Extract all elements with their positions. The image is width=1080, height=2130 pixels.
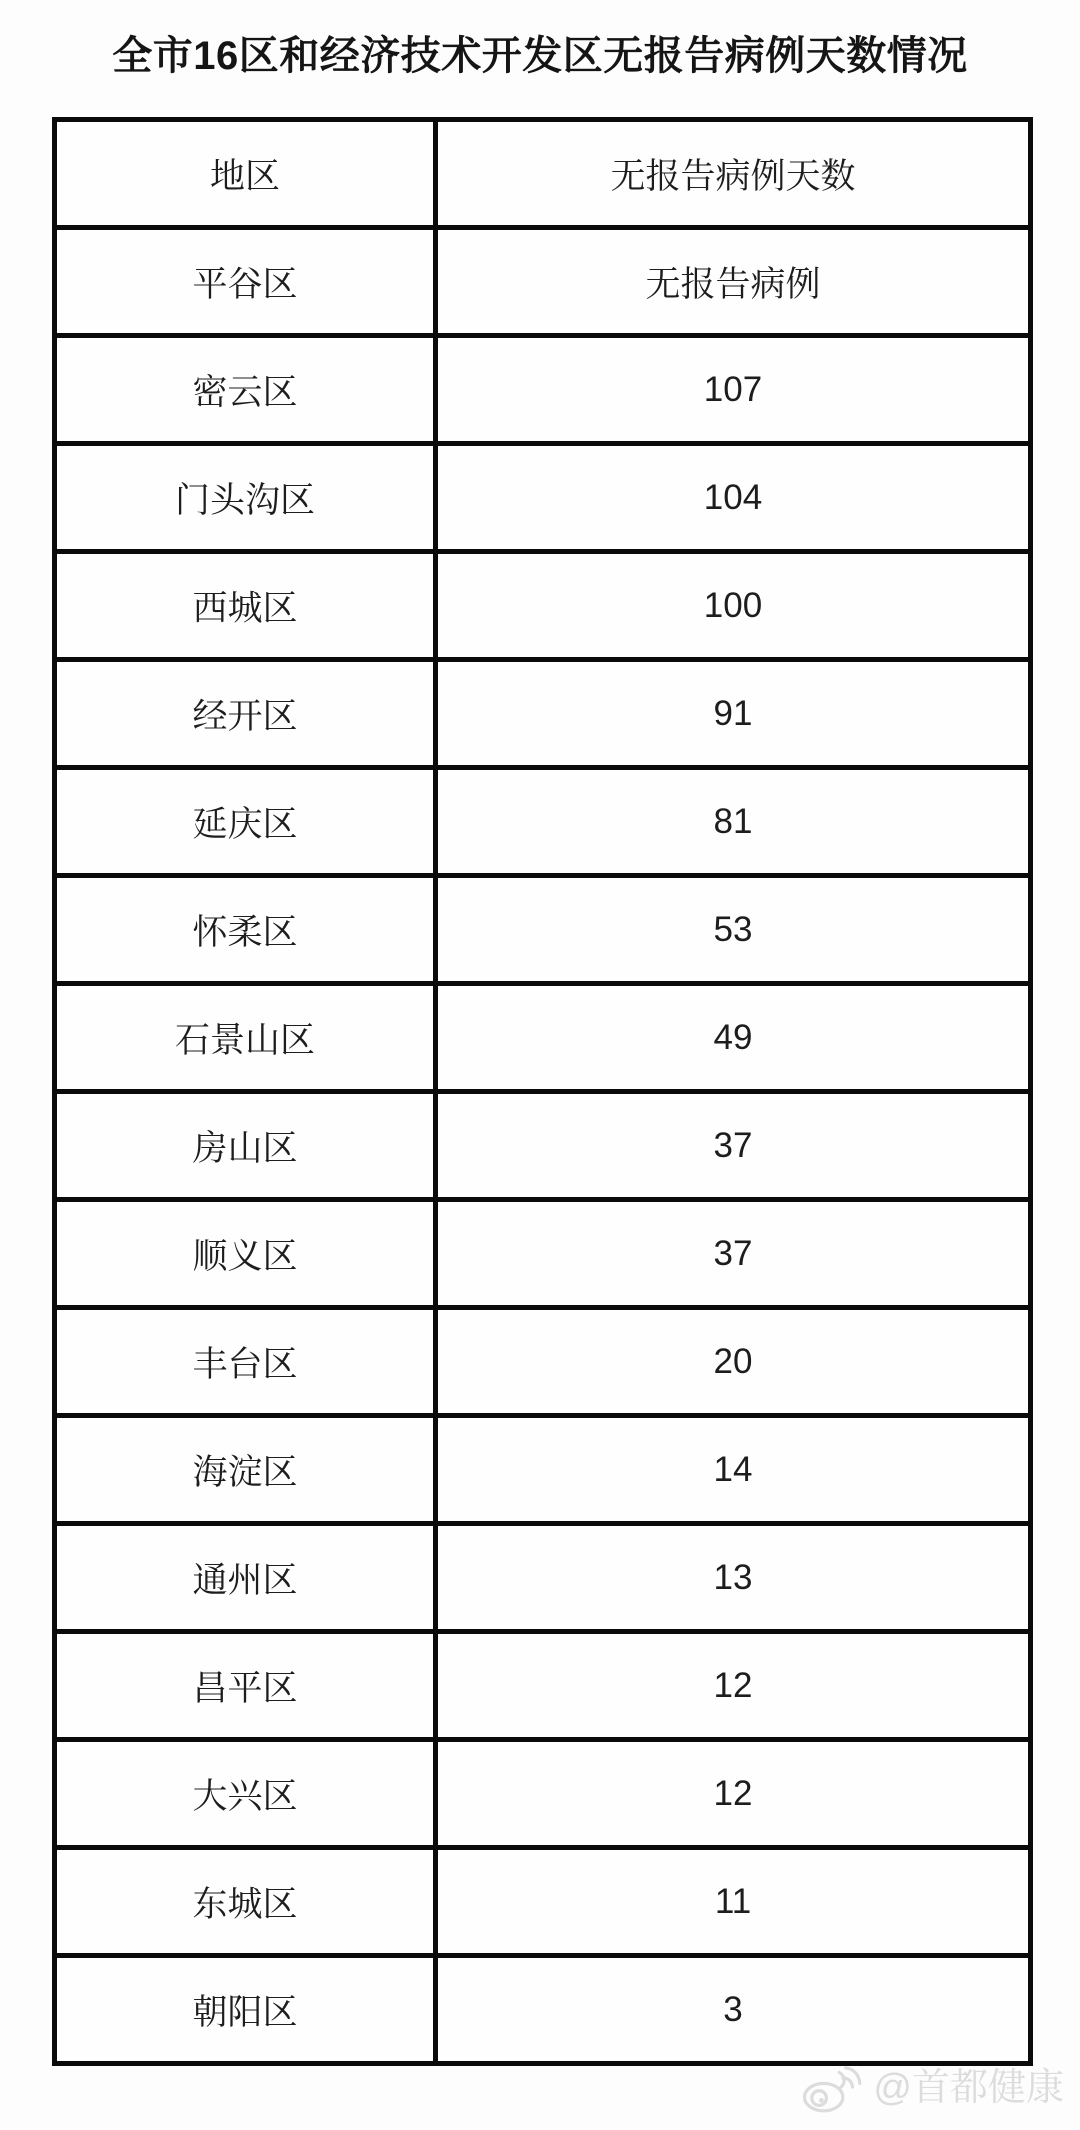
district-cell: 延庆区: [55, 768, 436, 876]
days-cell: 100: [436, 552, 1031, 660]
district-cell: 房山区: [55, 1092, 436, 1200]
district-cell: 石景山区: [55, 984, 436, 1092]
district-cell: 怀柔区: [55, 876, 436, 984]
days-cell: 49: [436, 984, 1031, 1092]
table-body: [55, 228, 1031, 2064]
table-row: [55, 1740, 1031, 1848]
days-cell: 107: [436, 336, 1031, 444]
days-cell: 14: [436, 1416, 1031, 1524]
header-cell-district: 地区: [55, 120, 436, 228]
watermark-handle: @首都健康: [873, 2067, 1064, 2109]
table-header: [55, 120, 1031, 228]
table-row: [55, 1848, 1031, 1956]
district-cell: 东城区: [55, 1848, 436, 1956]
table-row: [55, 444, 1031, 552]
table-row: [55, 1308, 1031, 1416]
days-cell: 91: [436, 660, 1031, 768]
district-cell: 顺义区: [55, 1200, 436, 1308]
days-cell: 11: [436, 1848, 1031, 1956]
days-cell: 37: [436, 1200, 1031, 1308]
table-row: [55, 876, 1031, 984]
days-cell: 81: [436, 768, 1031, 876]
district-cell: 密云区: [55, 336, 436, 444]
district-cell: 海淀区: [55, 1416, 436, 1524]
district-cell: 丰台区: [55, 1308, 436, 1416]
days-cell: 12: [436, 1632, 1031, 1740]
weibo-icon: [799, 2060, 863, 2116]
district-cell: 大兴区: [55, 1740, 436, 1848]
header-cell-days: 无报告病例天数: [436, 120, 1031, 228]
header-row: [55, 120, 1031, 228]
days-cell: 12: [436, 1740, 1031, 1848]
days-cell: 3: [436, 1956, 1031, 2064]
days-cell: 13: [436, 1524, 1031, 1632]
table-row: [55, 336, 1031, 444]
district-cell: 门头沟区: [55, 444, 436, 552]
table-row: [55, 768, 1031, 876]
no-case-days-table: [52, 117, 1033, 2066]
days-cell: 104: [436, 444, 1031, 552]
district-cell: 平谷区: [55, 228, 436, 336]
district-cell: 朝阳区: [55, 1956, 436, 2064]
table-row: [55, 660, 1031, 768]
district-cell: 经开区: [55, 660, 436, 768]
table-row: [55, 228, 1031, 336]
table-row: [55, 1200, 1031, 1308]
table-row: [55, 984, 1031, 1092]
days-cell: 20: [436, 1308, 1031, 1416]
district-cell: 通州区: [55, 1524, 436, 1632]
table-row: [55, 1956, 1031, 2064]
district-cell: 西城区: [55, 552, 436, 660]
days-cell: 53: [436, 876, 1031, 984]
page-title: 全市16区和经济技术开发区无报告病例天数情况: [112, 34, 968, 78]
watermark: [799, 2060, 1064, 2116]
table-row: [55, 1632, 1031, 1740]
district-cell: 昌平区: [55, 1632, 436, 1740]
table-row: [55, 552, 1031, 660]
table-row: [55, 1092, 1031, 1200]
days-cell: 无报告病例: [436, 228, 1031, 336]
table-row: [55, 1416, 1031, 1524]
table-row: [55, 1524, 1031, 1632]
days-cell: 37: [436, 1092, 1031, 1200]
